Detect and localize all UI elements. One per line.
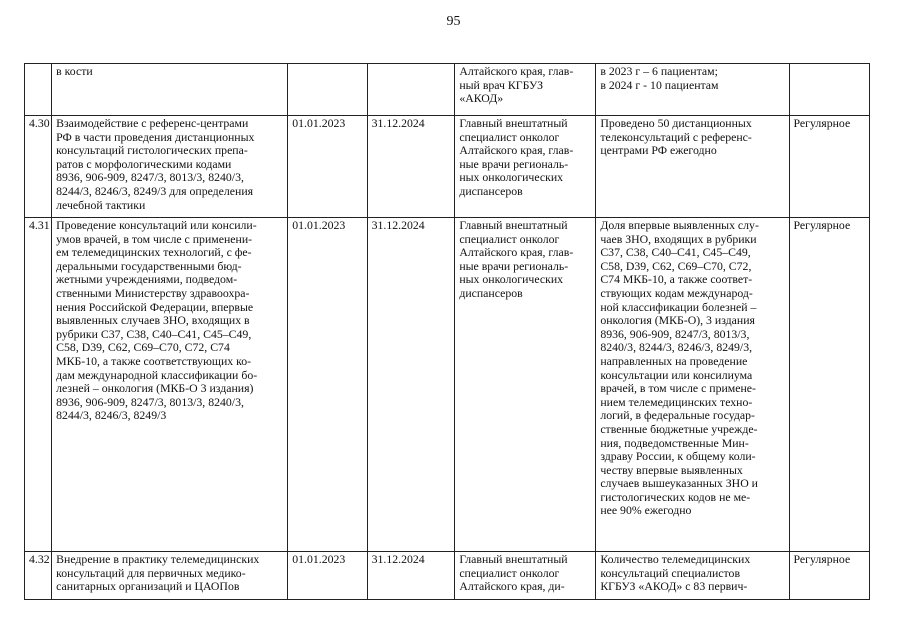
activity-description-cell-line: ратов с морфологическими кодами: [56, 156, 232, 171]
activity-description-cell-line: МКБ-10, а также соответствующих ко-: [56, 353, 252, 368]
responsible-cell-line: Алтайского края, ди-: [459, 579, 565, 594]
result-cell-line: логий, в федеральные государ-: [600, 408, 755, 423]
result-cell-line: ной классификации болезней –: [600, 299, 757, 314]
result-cell-line: направленных на проведение: [600, 353, 748, 368]
responsible-cell: [455, 116, 596, 218]
table-row: [25, 116, 870, 218]
result-cell-line: КГБУЗ «АКОД» с 83 первич-: [600, 579, 748, 594]
item-number-cell: 4.31: [25, 218, 52, 552]
result-cell-line: С37, С38, С40–С41, С45–С49,: [600, 245, 751, 260]
start-date-cell: 01.01.2023: [288, 552, 367, 600]
responsible-cell-line: Главный внештатный: [459, 116, 568, 130]
activity-description-cell-line: выявленных случаев ЗНО, входящих в: [56, 313, 250, 328]
activity-description-cell-line: 8244/3, 8246/3, 8249/3 для определения: [56, 183, 254, 198]
result-cell-line: телеконсультаций с референс-: [600, 129, 752, 144]
activity-description-cell-line: умов врачей, в том числе с применени-: [56, 231, 253, 246]
activity-description-cell-line: дам международной классификации бо-: [56, 367, 258, 382]
responsible-cell: [455, 218, 596, 552]
end-date-cell: 31.12.2024: [367, 552, 455, 600]
result-cell-line: чаев ЗНО, входящих в рубрики: [600, 231, 757, 246]
result-cell-line: в 2023 г – 6 пациентам;: [600, 64, 718, 78]
table-row: [25, 64, 870, 116]
item-number-cell: [25, 64, 52, 116]
result-cell: [596, 218, 789, 552]
result-cell-line: онкология (МКБ-О), 3 издания: [600, 313, 755, 328]
activity-description-cell: [52, 116, 288, 218]
responsible-cell-line: ных онкологических: [459, 272, 564, 287]
responsible-cell-line: ных онкологических: [459, 170, 564, 185]
responsible-cell-line: специалист онколог: [459, 565, 560, 580]
responsible-cell-line: Алтайского края, глав-: [459, 64, 574, 78]
activity-description-cell-line: РФ в части проведения дистанционных: [56, 129, 255, 144]
responsible-cell-line: Главный внештатный: [459, 552, 568, 566]
result-cell: [596, 116, 789, 218]
activity-description-cell-line: 8244/3, 8246/3, 8249/3: [56, 408, 167, 423]
plan-table: [24, 63, 870, 600]
responsible-cell-line: ный врач КГБУЗ: [459, 77, 544, 92]
activity-description-cell-line: ем телемедицинских технологий, с фе-: [56, 245, 252, 260]
responsible-cell-line: «АКОД»: [459, 91, 504, 106]
activity-description-cell-line: Внедрение в практику телемедицинских: [56, 552, 260, 566]
result-cell-line: С74 МКБ-10, а также соответ-: [600, 272, 753, 287]
activity-description-cell-line: лезней – онкология (МКБ-О 3 издания): [56, 381, 254, 396]
result-cell-line: ственные бюджетные учрежде-: [600, 421, 758, 436]
result-cell-line: консультаций специалистов: [600, 565, 741, 580]
start-date-cell: 01.01.2023: [288, 218, 367, 552]
activity-description-cell: [52, 552, 288, 600]
periodicity-cell: Регулярное: [789, 552, 869, 600]
activity-description-cell-line: консультаций гистологических препа-: [56, 143, 248, 158]
responsible-cell-line: Главный внештатный: [459, 218, 568, 232]
result-cell-line: С58, D39, С62, С69–С70, С72,: [600, 258, 752, 273]
periodicity-cell: Регулярное: [789, 218, 869, 552]
activity-description-cell-line: деральными государственными бюд-: [56, 258, 242, 273]
activity-description-cell-line: 8936, 906-909, 8247/3, 8013/3, 8240/3,: [56, 394, 244, 409]
responsible-cell-line: специалист онколог: [459, 231, 560, 246]
result-cell-line: нием телемедицинских техно-: [600, 394, 753, 409]
item-number-cell: 4.32: [25, 552, 52, 600]
activity-description-cell-line: жетными учреждениями, подведом-: [56, 272, 238, 287]
activity-description-cell-line: консультаций для первичных медико-: [56, 565, 246, 580]
periodicity-cell: [789, 64, 869, 116]
activity-description-cell-line: С58, D39, С62, С69–С70, С72, С74: [56, 340, 230, 355]
activity-description-cell-line: 8936, 906-909, 8247/3, 8013/3, 8240/3,: [56, 170, 244, 185]
result-cell-line: Количество телемедицинских: [600, 552, 751, 566]
result-cell-line: случаев вышеуказанных ЗНО и: [600, 476, 758, 491]
responsible-cell-line: Алтайского края, глав-: [459, 143, 574, 158]
table-row: [25, 218, 870, 552]
result-cell-line: врачей, в том числе с примене-: [600, 381, 756, 396]
result-cell-line: нее 90% ежегодно: [600, 503, 692, 518]
table-row: [25, 552, 870, 600]
result-cell-line: Проведено 50 дистанционных: [600, 116, 752, 130]
result-cell-line: здраву России, к общему коли-: [600, 449, 756, 464]
result-cell-line: ния, подведомственные Мин-: [600, 435, 749, 450]
responsible-cell-line: диспансеров: [459, 285, 523, 300]
responsible-cell-line: ные врачи региональ-: [459, 258, 569, 273]
activity-description-cell: [52, 218, 288, 552]
activity-description-cell: [52, 64, 288, 116]
end-date-cell: 31.12.2024: [367, 116, 455, 218]
responsible-cell-line: Алтайского края, глав-: [459, 245, 574, 260]
result-cell: [596, 64, 789, 116]
responsible-cell: [455, 64, 596, 116]
start-date-cell: 01.01.2023: [288, 116, 367, 218]
result-cell-line: 8240/3, 8244/3, 8246/3, 8249/3,: [600, 340, 753, 355]
item-number-cell: 4.30: [25, 116, 52, 218]
page-number: 95: [446, 14, 461, 29]
result-cell-line: гистологических кодов не ме-: [600, 489, 751, 504]
activity-description-cell-line: лечебной тактики: [56, 197, 146, 212]
activity-description-cell-line: рубрики С37, С38, С40–С41, С45–С49,: [56, 326, 252, 341]
end-date-cell: 31.12.2024: [367, 218, 455, 552]
activity-description-cell-line: ственными Министерству здравоохра-: [56, 285, 250, 300]
activity-description-cell-line: санитарных организаций и ЦАОПов: [56, 579, 240, 594]
result-cell-line: честву впервые выявленных: [600, 462, 743, 477]
result-cell-line: центрами РФ ежегодно: [600, 143, 717, 158]
periodicity-cell: Регулярное: [789, 116, 869, 218]
activity-description-cell-line: нения Российской Федерации, впервые: [56, 299, 254, 314]
result-cell-line: 8936, 906-909, 8247/3, 8013/3,: [600, 326, 750, 341]
responsible-cell: [455, 552, 596, 600]
activity-description-cell-line: Проведение консультаций или консили-: [56, 218, 257, 232]
result-cell-line: Доля впервые выявленных слу-: [600, 218, 759, 232]
result-cell-line: ствующих кодам международ-: [600, 285, 753, 300]
end-date-cell: [367, 64, 455, 116]
result-cell: [596, 552, 789, 600]
responsible-cell-line: ные врачи региональ-: [459, 156, 569, 171]
responsible-cell-line: диспансеров: [459, 183, 523, 198]
activity-description-cell-line: Взаимодействие с референс-центрами: [56, 116, 249, 130]
result-cell-line: в 2024 г - 10 пациентам: [600, 77, 719, 92]
result-cell-line: консультации или консилиума: [600, 367, 753, 382]
responsible-cell-line: специалист онколог: [459, 129, 560, 144]
start-date-cell: [288, 64, 367, 116]
activity-description-cell-line: в кости: [56, 64, 93, 78]
